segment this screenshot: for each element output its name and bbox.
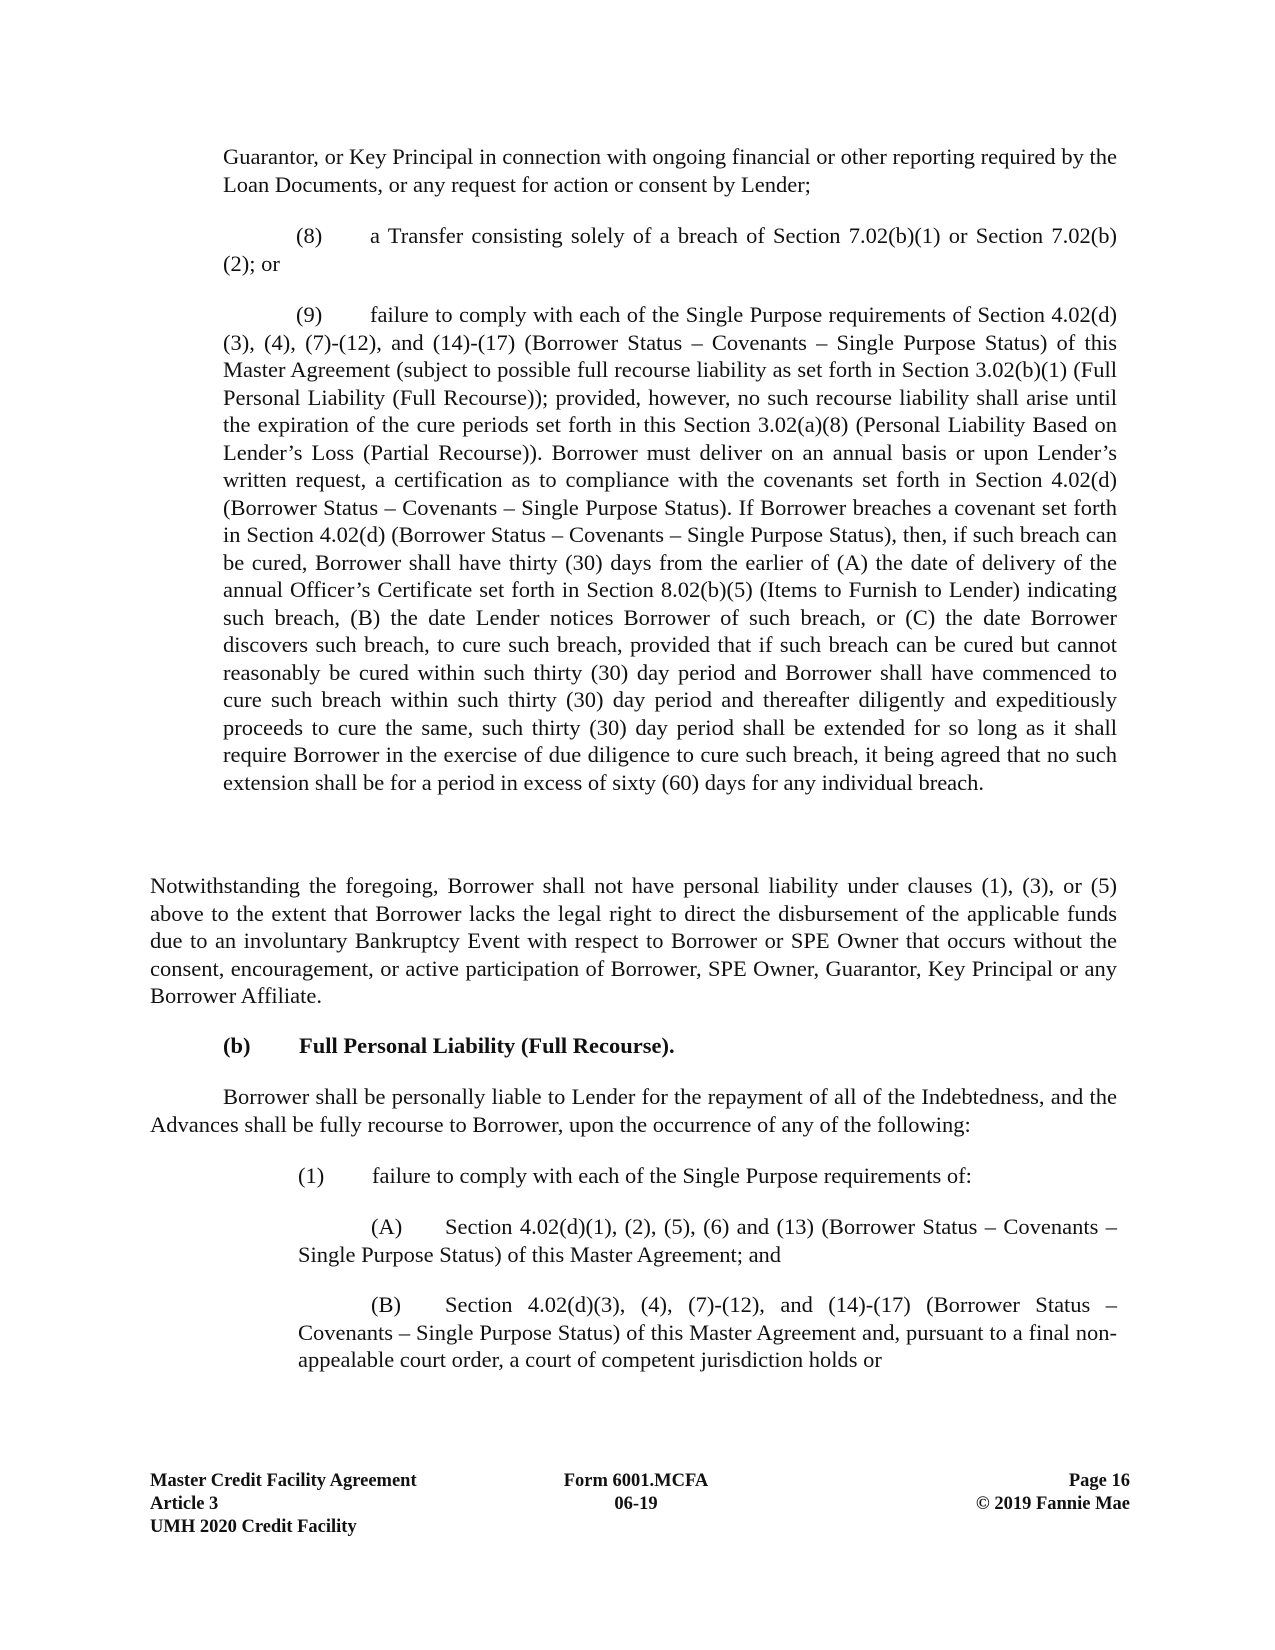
section-b-item-1-text: failure to comply with each of the Single Purpose requirements of:: [372, 1163, 972, 1188]
footer-form-number: Form 6001.MCFA: [563, 1471, 709, 1491]
section-b-item-1-label: (1): [298, 1163, 325, 1188]
clause-8: [223, 222, 1117, 277]
section-b-intro-text: Borrower shall be personally liable to Lender for the repayment of all of the Indebtedness, and the Advances shall be fully recourse to Borrower, upon the occurrence of any of the following:: [150, 1084, 1117, 1137]
footer-article: Article 3: [150, 1494, 219, 1514]
footer-left: [150, 1470, 417, 1539]
page-number: Page 16: [1068, 1471, 1130, 1491]
section-b-sub-b-label: (B): [371, 1292, 401, 1317]
section-b-sub-a-text: Section 4.02(d)(1), (2), (5), (6) and (13) (Borrower Status – Covenants – Single Purpose Status) of this Master Agreement; and: [298, 1214, 1117, 1267]
section-b-sub-a-label: (A): [371, 1214, 403, 1239]
section-b-sub-b-text: Section 4.02(d)(3), (4), (7)-(12), and (14)-(17) (Borrower Status – Covenants – Single Purpose Status) of this Master Agreement and, pursuant to a final non-appealable court order, a court of competent jurisdiction holds or: [298, 1292, 1117, 1372]
section-b-heading: [223, 1032, 675, 1060]
footer-form-date: 06-19: [614, 1494, 658, 1514]
footer-agreement-title: Master Credit Facility Agreement: [150, 1471, 417, 1491]
section-b-sub-b: [298, 1291, 1117, 1374]
footer-facility-name: UMH 2020 Credit Facility: [150, 1517, 357, 1537]
section-b-intro: [150, 1083, 1117, 1138]
section-b-title: Full Personal Liability (Full Recourse).: [299, 1033, 675, 1058]
clause-9-label: (9): [296, 302, 323, 327]
section-b-item-1: [298, 1162, 1117, 1190]
clause-8-label: (8): [296, 223, 323, 248]
section-b-sub-a: [298, 1213, 1117, 1268]
footer-right: [976, 1470, 1130, 1516]
footer-center: [556, 1470, 716, 1516]
clause-8-text: a Transfer consisting solely of a breach of Section 7.02(b)(1) or Section 7.02(b)(2); or: [223, 223, 1117, 276]
section-b-label: (b): [223, 1033, 251, 1058]
notwithstanding-paragraph: Notwithstanding the foregoing, Borrower shall not have personal liability under clauses (1), (3), or (5) above to the extent that Borrower lacks the legal right to direct the disbursement of the applicable funds due to an involuntary Bankruptcy Event with respect to Borrower or SPE Owner that occurs without the consent, encouragement, or active participation of Borrower, SPE Owner, Guarantor, Key Principal or any Borrower Affiliate.: [150, 873, 1117, 1008]
copyright: © 2019 Fannie Mae: [975, 1494, 1130, 1514]
continuation-paragraph: Guarantor, or Key Principal in connection with ongoing financial or other reporting required by the Loan Documents, or any request for action or consent by Lender;: [223, 144, 1117, 197]
clause-9: [223, 301, 1117, 796]
clause-9-text: failure to comply with each of the Single Purpose requirements of Section 4.02(d)(3), (4), (7)-(12), and (14)-(17) (Borrower Status – Covenants – Single Purpose Status) of this Master Agreement (subject to possible full recourse liability as set forth in Section 3.02(b)(1) (Full Personal Liability (Full Recourse)); provided, however, no such recourse liability shall arise until the expiration of the cure periods set forth in this Section 3.02(a)(8) (Personal Liability Based on Lender’s Loss (Partial Recourse)). Borrower must deliver on an annual basis or upon Lender’s written request, a certification as to compliance with the covenants set forth in Section 4.02(d) (Borrower Status – Covenants – Single Purpose Status). If Borrower breaches a covenant set forth in Section 4.02(d) (Borrower Status – Covenants – Single Purpose Status), then, if such breach can be cured, Borrower shall have thirty (30) days from the earlier of (A) the date of delivery of the annual Officer’s Certificate set forth in Section 8.02(b)(5) (Items to Furnish to Lender) indicating such breach, (B) the date Lender notices Borrower of such breach, or (C) the date Borrower discovers such breach, to cure such breach, provided that if such breach can be cured but cannot reasonably be cured within such thirty (30) day period and Borrower shall have commenced to cure such breach within such thirty (30) day period and thereafter diligently and expeditiously proceeds to cure the same, such thirty (30) day period shall be extended for so long as it shall require Borrower in the exercise of due diligence to cure such breach, it being agreed that no such extension shall be for a period in excess of sixty (60) days for any individual breach.: [223, 302, 1117, 795]
